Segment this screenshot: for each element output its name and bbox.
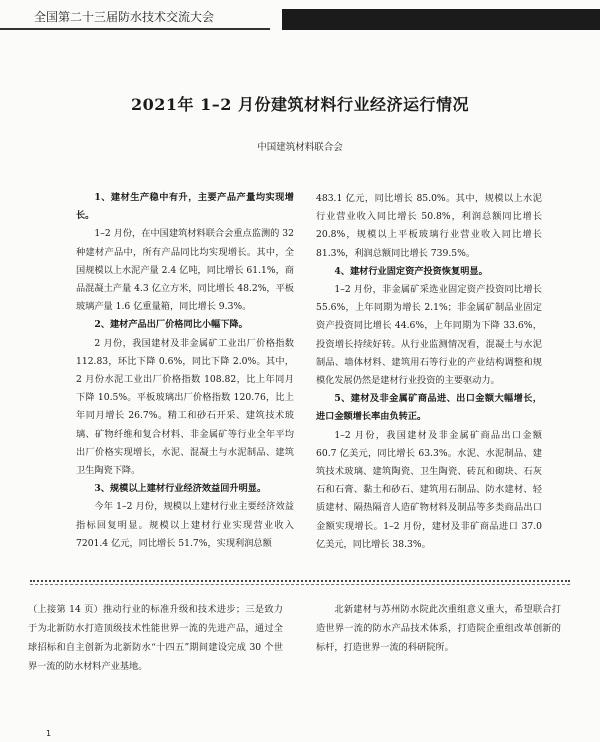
- article-title: 2021年 1–2 月份建筑材料行业经济运行情况: [131, 95, 469, 114]
- section-heading: 2、建材产品出厂价格同比小幅下降。: [94, 319, 248, 331]
- section-heading: 5、建材及非金属矿商品进、出口金额大幅增长，进口金额增长率由负转正。: [316, 393, 542, 423]
- page-number: 1: [46, 729, 52, 738]
- section-heading: 3、规模以上建材行业经济效益回升明显。: [94, 483, 267, 495]
- page-header: [0, 0, 600, 34]
- section-heading: 1、建材生产稳中有升，主要产品产量均实现增长。: [76, 192, 294, 222]
- paragraph-continued: 483.1 亿元，同比增长 85.0%。其中，规模以上水泥行业营业收入同比增长 50.8%，利润总额同比增长 20.8%，规模以上平板玻璃行业营业收入同比增长 81.3%，利润总额同比增长 739.5%。: [316, 193, 542, 259]
- continued-article-left: [28, 600, 283, 676]
- left-column: [76, 189, 294, 553]
- dotted-divider: [30, 580, 570, 582]
- paragraph: 1–2 月份，非金属矿采选业固定资产投资同比增长 55.6%，上年同期为增长 2.1%；非金属矿制品业固定资产投资同比增长 44.6%，上年同期为下降 33.6%，投资增长持续好转。从行业监测情况看，混凝土与水泥制品、墙体材料、建筑用石等行业的产业结构调整和规模化发展仍然是建材行业投资的主要驱动力。: [316, 284, 542, 387]
- continued-article-right: [316, 600, 561, 657]
- footnote-paragraph: 北新建材与苏州防水院此次重组意义重大，希望联合打造世界一流的防水产品技术体系，打造院企重组改革创新的标杆，打造世界一流的科研院所。: [316, 604, 561, 653]
- article-author: 中国建筑材料联合会: [257, 142, 343, 153]
- section-heading: 4、建材行业固定资产投资恢复明显。: [334, 265, 488, 277]
- paragraph: 2 月份，我国建材及非金属矿工业出厂价格指数 112.83，环比下降 0.6%，同比下降 2.0%。其中，2 月份水泥工业出厂价格指数 108.82，比上年同月下降 10.5%。平板玻璃出厂价格指数 120.76，比上年同月增长 26.7%。精工和砂石开采、建筑技术玻璃、矿物纤维和复合材料、非金属矿等行业全年平均出厂价格实现增长，水泥、混凝土与水泥制品、建筑卫生陶瓷下降。: [76, 337, 294, 477]
- footnote-paragraph: （上接第 14 页）推动行业的标准升级和技术进步；三是致力于为北新防水打造顶级技术性能世界一流的先进产品，通过全球招标和自主创新为北新防水“十四五”期间建设完成 30 个世界一流的防水材料产业基地。: [28, 604, 283, 672]
- right-column: [316, 190, 542, 554]
- dashed-divider: [30, 584, 570, 585]
- conference-name: 全国第二十三届防水技术交流大会: [34, 10, 215, 24]
- header-black-bar: [282, 9, 600, 30]
- paragraph: 1–2 月份，在中国建筑材料联合会重点监测的 32 种建材产品中，所有产品同比均实现增长。其中，全国规模以上水泥产量 2.4 亿吨，同比增长 61.1%，商品混凝土产量 4.3 亿立方米，同比增长 48.2%，平板玻璃产量 1.6 亿重量箱，同比增长 9.3%。: [76, 228, 294, 313]
- header-rule: [0, 28, 270, 30]
- paragraph: 今年 1–2 月份，规模以上建材行业主要经济效益指标回复明显。规模以上建材行业实现营业收入 7201.4 亿元，同比增长 51.7%，实现利润总额: [76, 501, 294, 549]
- paragraph: 1–2 月份，我国建材及非金属矿商品出口金额 60.7 亿美元，同比增长 63.3%。水泥、水泥制品、建筑技术玻璃、建筑陶瓷、卫生陶瓷、砖瓦和砌块、石灰石和石膏、黏土和砂石、建筑用石制品、防水建材、轻质建材、隔热隔音人造矿物材料及制品等多类商品出口金额实现增长。1–2 月份，建材及非矿商品进口 37.0 亿美元，同比增长 38.3%。: [316, 429, 542, 550]
